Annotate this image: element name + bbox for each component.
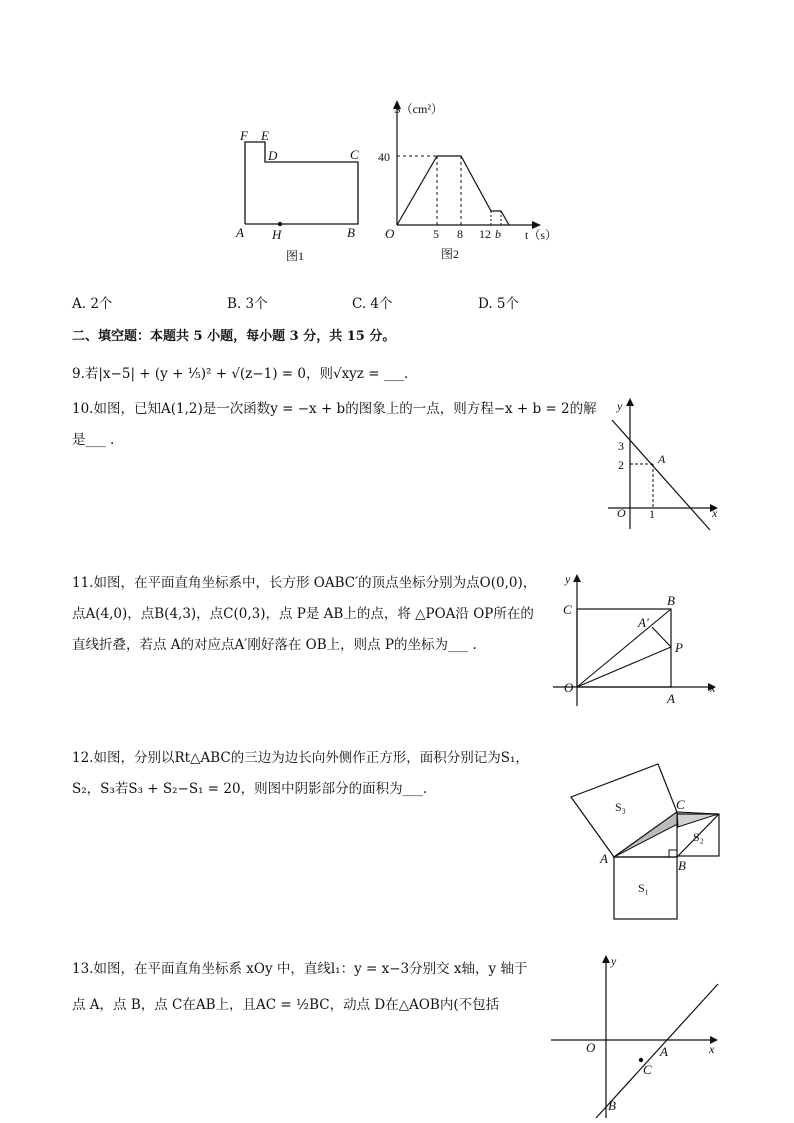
fig2-x-tick-12: 12 (479, 227, 491, 241)
question-13-line-2: 点 A，点 B，点 C在AB上，且AC = ½BC，动点 D在△AOB内(不包括 (72, 997, 500, 1013)
fig1-label-h: H (272, 227, 282, 242)
fig2-x-tick-b: b (495, 227, 501, 241)
q13-fig-x: x (709, 1042, 715, 1056)
q10-fig-tick-2: 2 (618, 458, 624, 472)
q13-fig-y: y (611, 954, 617, 968)
fig1-label-e: E (261, 128, 269, 143)
q11-fig-x: x (710, 681, 716, 695)
q12-fig-s2: S₂ (693, 830, 704, 844)
q10-fig-o: O (617, 506, 626, 520)
q11-fig-b: B (667, 593, 675, 608)
fig2-caption: 图2 (441, 247, 460, 261)
q12-fig-c: C (676, 797, 685, 812)
question-11-line-2: 点A(4,0)，点B(4,3)，点C(0,3)，点 P是 AB上的点，将 △POA沿 OP所在的 (72, 606, 534, 622)
q13-fig-c: C (643, 1062, 652, 1077)
fig1-label-d: D (268, 148, 278, 163)
question-12-figure (565, 745, 730, 925)
choice-b: B. 3个 (227, 296, 268, 312)
choice-c: C. 4个 (352, 296, 393, 312)
fig1-label-a: A (236, 225, 244, 240)
q11-fig-y: y (565, 572, 571, 586)
q10-fig-x: x (712, 506, 718, 520)
q13-fig-a: A (660, 1044, 668, 1059)
fig1-label-c: C (350, 147, 359, 162)
question-11-figure (550, 570, 725, 710)
question-12-line-2: S₂，S₃若S₃ + S₂−S₁ = 20，则图中阴影部分的面积为___. (72, 781, 428, 797)
fig1-label-f: F (240, 128, 248, 143)
q10-fig-tick-3: 3 (618, 439, 624, 453)
choice-d: D. 5个 (478, 296, 520, 312)
fig2-x-axis-label: t（s） (525, 228, 558, 242)
question-10-figure (600, 396, 730, 536)
q12-fig-s3: S₃ (615, 800, 626, 814)
q12-fig-s1: S₁ (638, 881, 649, 895)
fig1-caption: 图1 (286, 249, 305, 263)
question-10-line-2: 是___ . (72, 432, 115, 448)
question-13-line-1: 13.如图，在平面直角坐标系 xOy 中，直线l₁：y = x−3分别交 x轴，y 轴于 (72, 961, 528, 977)
q13-fig-o: O (586, 1040, 596, 1055)
fig2-x-tick-8: 8 (457, 227, 463, 241)
question-9: 9.若|x−5| + (y + ⅕)² + √(z−1) = 0，则√xyz = ___. (72, 366, 409, 382)
fig2-y-tick-40: 40 (378, 150, 390, 164)
q10-fig-tick-1: 1 (649, 507, 655, 521)
q13-fig-b: B (608, 1098, 616, 1113)
q11-fig-c: C (563, 602, 572, 617)
q12-fig-b: B (678, 858, 686, 873)
q11-fig-a-prime: A′ (638, 615, 649, 630)
question-12-line-1: 12.如图，分别以Rt△ABC的三边为边长向外侧作正方形，面积分别记为S₁， (72, 750, 529, 766)
question-10-line-1: 10.如图，已知A(1,2)是一次函数y = −x + b的图象上的一点，则方程−x + b = 2的解 (72, 401, 597, 417)
question-11-line-3: 直线折叠，若点 A的对应点A′刚好落在 OB上，则点 P的坐标为___ . (72, 637, 477, 653)
q11-fig-p: P (675, 640, 683, 655)
fig1-label-b: B (347, 225, 355, 240)
fig2-y-axis-label: S（cm²） (394, 102, 443, 116)
fig2-x-tick-5: 5 (433, 227, 439, 241)
figure-1 (225, 120, 365, 270)
question-13-figure (548, 950, 728, 1120)
section-2-title: 二、填空题：本题共 5 小题，每小题 3 分，共 15 分。 (72, 329, 396, 344)
question-11-line-1: 11.如图，在平面直角坐标系中，长方形 OABC′的顶点坐标分别为点O(0,0)， (72, 575, 537, 591)
q11-fig-o: O (564, 680, 574, 695)
choice-a: A. 2个 (72, 296, 113, 312)
fig2-origin: O (385, 226, 395, 241)
figure-2 (375, 95, 570, 270)
q12-fig-a: A (600, 851, 608, 866)
q10-fig-y: y (617, 399, 623, 413)
q11-fig-a: A (667, 691, 675, 706)
q10-fig-a: A (658, 452, 666, 466)
